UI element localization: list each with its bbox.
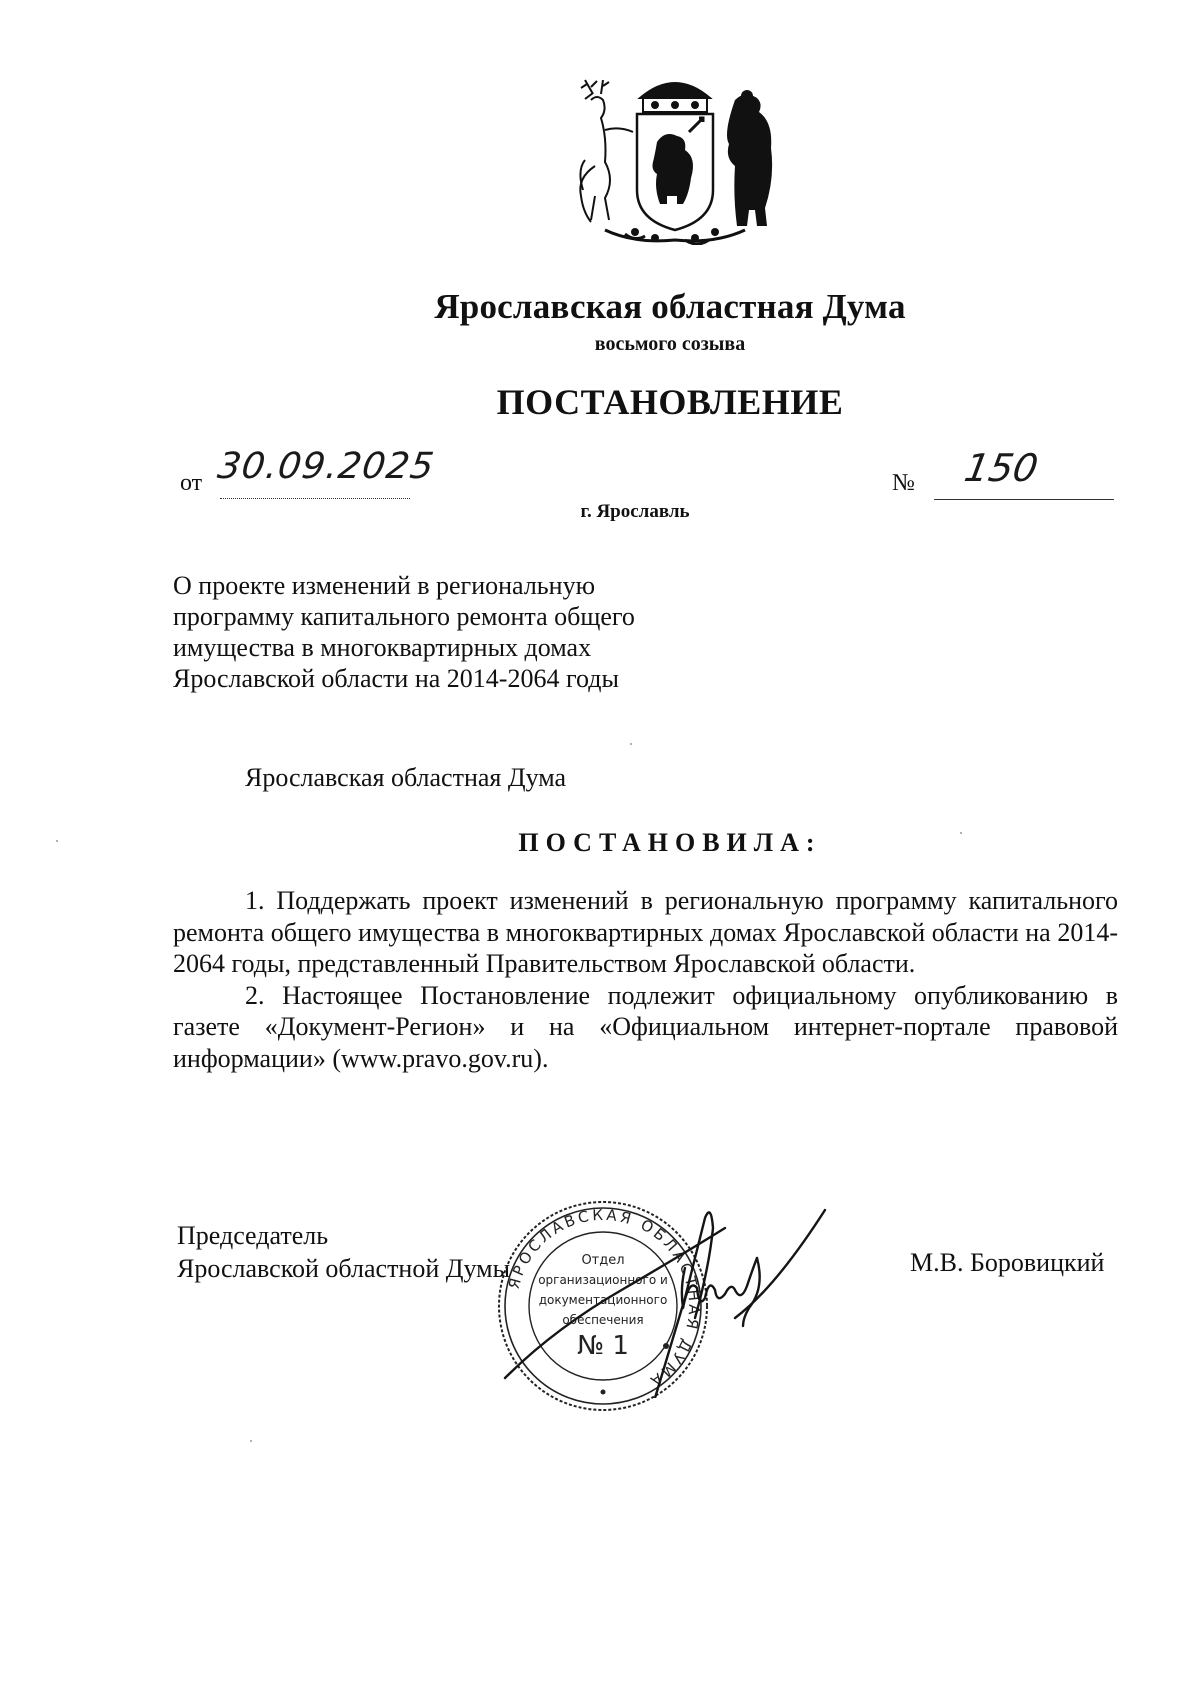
scan-speck [960,832,962,834]
handwritten-number: 150 [961,446,1042,490]
signatory-title-line1: Председатель [177,1221,329,1250]
stamp-number: № 1 [577,1331,629,1361]
document-body [173,885,1118,1074]
scan-speck [56,840,58,842]
stamp-line: обеспечения [562,1313,644,1327]
signatory-title [177,1219,510,1285]
scan-speck [630,743,632,745]
subject-line: О проекте изменений в региональную [173,571,595,600]
paragraph-1: 1. Поддержать проект изменений в региональную программу капитального ремонта общего имущества в многоквартирных домах Ярославской области на 2014-2064 годы, представленный Правительством Ярославской области. [173,886,1118,978]
stamp-line: организационного и [538,1273,668,1287]
subject-line: имущества в многоквартирных домах [173,633,592,662]
stamp-line: документационного [538,1293,668,1307]
stamp-ring-text: ЯРОСЛАВСКАЯ ОБЛАСТНАЯ ДУМА [504,1205,704,1392]
handwritten-signature [495,1198,900,1398]
preamble: Ярославская областная Дума [245,763,567,792]
signatory-title-line2: Ярославской областной Думы [177,1254,511,1283]
number-label: № [892,470,915,496]
coat-of-arms-emblem [565,70,785,245]
document-subject [173,570,733,694]
date-prefix: от [180,470,203,496]
organization-title: Ярославская областная Дума [434,287,906,326]
subject-line: Ярославской области на 2014-2064 годы [173,664,619,693]
city-label: г. Ярославль [580,501,690,522]
paragraph-2: 2. Настоящее Постановление подлежит официальному опубликованию в газете «Документ-Регион» и на «Официальном интернет-портале правовой информации» (www.pravo.gov.ru). [173,980,1118,1073]
signatory-name: М.В. Боровицкий [910,1248,1105,1277]
date-underline [220,498,410,500]
scan-speck [250,1440,252,1442]
convocation-subtitle: восьмого созыва [594,333,746,355]
decree-heading: ПОСТАНОВИЛА: [518,828,822,857]
document-type-heading: ПОСТАНОВЛЕНИЕ [496,382,844,422]
handwritten-date: 30.09.2025 [215,446,438,487]
stamp-line: Отдел [581,1253,625,1268]
subject-line: программу капитального ремонта общего [173,602,635,631]
